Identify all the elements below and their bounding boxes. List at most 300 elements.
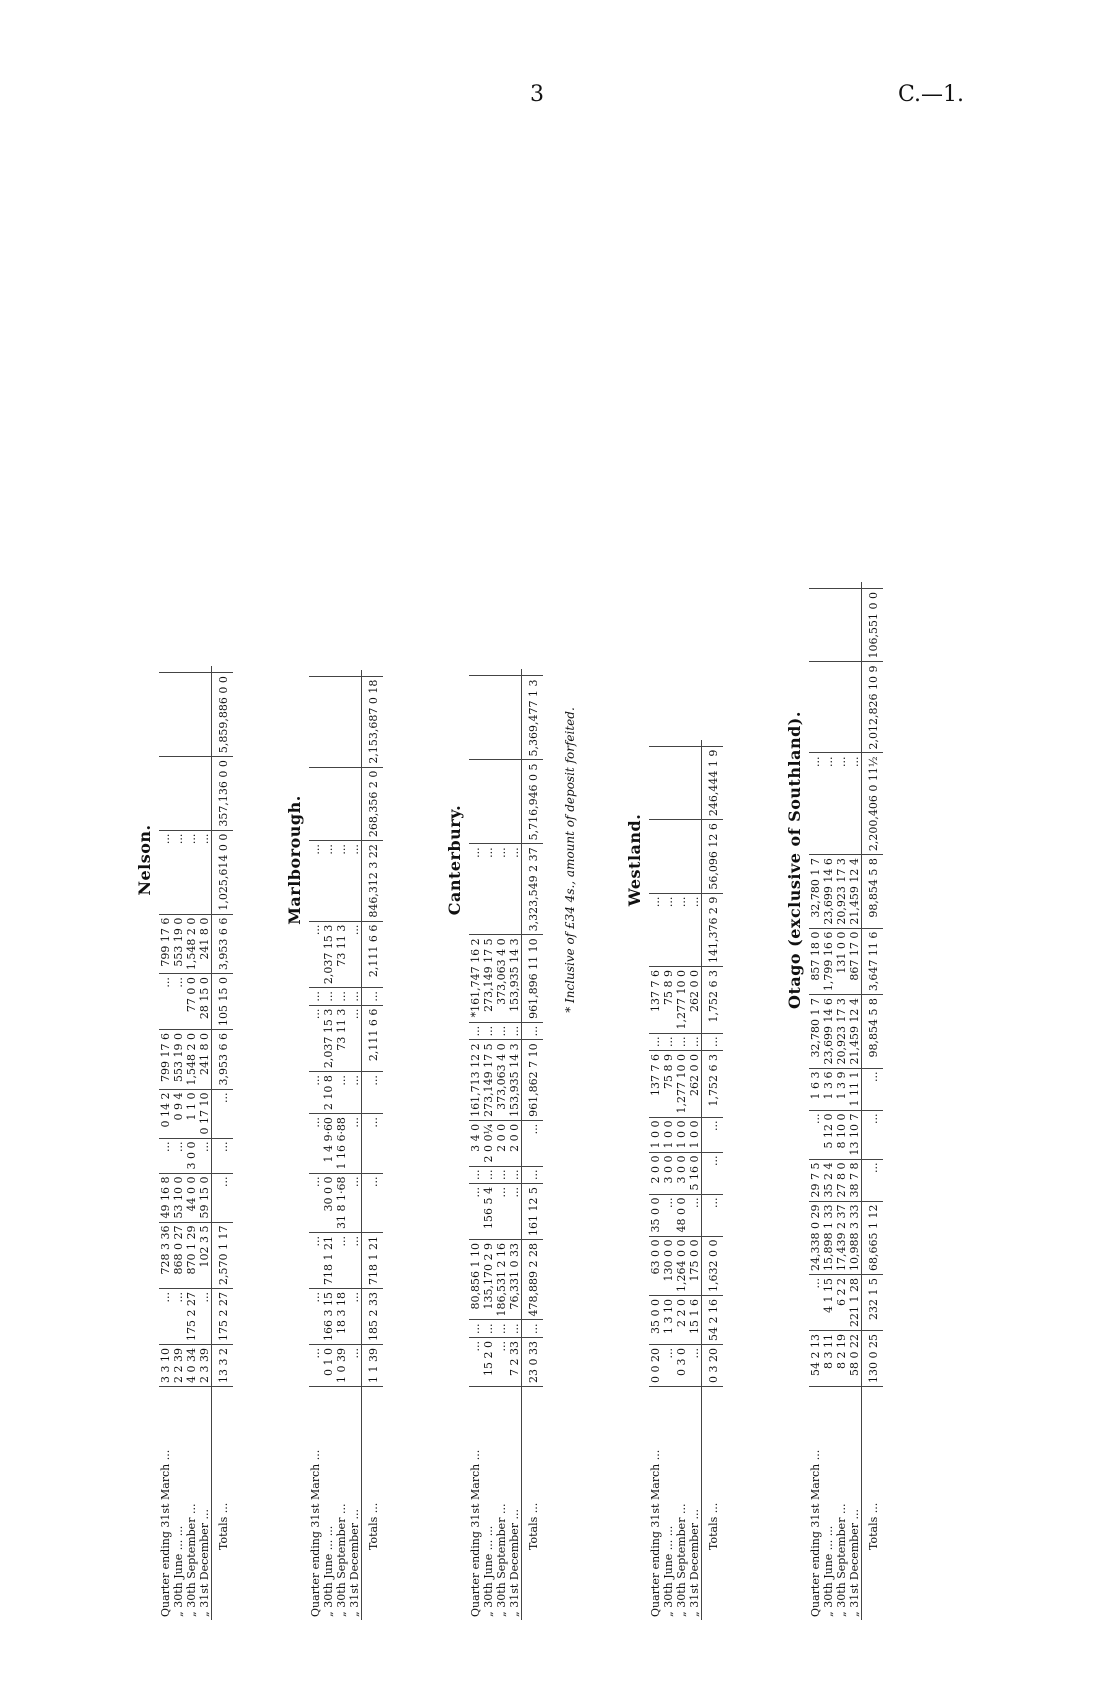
table-cell: 3,953 6 6 [212, 1030, 234, 1089]
row-label: „ 31st December ... [688, 1509, 701, 1617]
table-cell: 1 0 39 [335, 1345, 348, 1387]
table-cell: 2,153,687 0 18 [362, 676, 384, 767]
table-cell: 2 3 39 [198, 1345, 212, 1387]
table-cell: 28 15 0 [198, 974, 212, 1030]
table-cell: 137 7 6 [649, 967, 662, 1033]
row-label: „ 30th June ... ... [662, 1525, 675, 1617]
row-label: „ 30th September ... [495, 1503, 508, 1617]
table-cell: ... [335, 841, 348, 921]
table-cell: ... [495, 1338, 508, 1387]
table-cell: ... [688, 1194, 702, 1236]
table-cell: 175 2 27 [212, 1289, 234, 1345]
table-cell: ... [482, 1320, 495, 1338]
table-cell [335, 676, 348, 767]
table-cell [675, 746, 688, 819]
table-cell: ... [309, 1233, 322, 1289]
table-cell: ... [348, 921, 362, 987]
table-cell: 161 12 5 [522, 1184, 544, 1240]
table-cell: ... [309, 1289, 322, 1345]
table-row [495, 669, 508, 1620]
table-cell [649, 746, 662, 819]
table-cell: 54 2 16 [702, 1296, 724, 1345]
table-cell [508, 676, 522, 760]
table-cell: ... [522, 1320, 544, 1338]
table-cell: ... [662, 1033, 675, 1051]
table-cell: 799 17 6 [159, 1030, 172, 1089]
table-cell [172, 757, 185, 830]
table-cell: 3 4 0 [469, 1120, 482, 1166]
table-cell: 553 19 0 [172, 914, 185, 973]
row-label: „ 31st December ... [848, 1509, 861, 1617]
table-cell: 20,923 17 3 [835, 995, 848, 1068]
table-cell: ... [508, 1166, 522, 1184]
table-cell: 241 8 0 [198, 914, 212, 973]
table-cell: ... [522, 1120, 544, 1166]
table-cell: 175 2 27 [185, 1289, 198, 1345]
row-label: „ 30th September ... [675, 1503, 688, 1617]
table-cell: 135,170 2 9 [482, 1240, 495, 1320]
table-cell: ... [348, 1173, 362, 1232]
table-cell: 8 2 19 [835, 1331, 848, 1387]
table-row [172, 666, 185, 1620]
table-row [198, 666, 212, 1620]
table-cell: ... [702, 1194, 724, 1236]
table-cell: 156 5 4 [482, 1184, 495, 1240]
table-cell: 48 0 0 [675, 1194, 688, 1236]
table-cell: 2 2 39 [172, 1345, 185, 1387]
row-label: „ 30th September ... [835, 1503, 848, 1617]
region-title: Marlborough. [285, 795, 304, 925]
table-row [185, 666, 198, 1620]
table-cell: ... [322, 841, 335, 921]
table-row [809, 582, 822, 1620]
table-cell: ... [862, 1110, 884, 1159]
table-cell: 1,632 0 0 [702, 1236, 724, 1295]
row-label: Totals ... [862, 1387, 884, 1621]
table-row [508, 669, 522, 1620]
totals-row [862, 582, 884, 1620]
table-cell: 7 2 33 [508, 1338, 522, 1387]
row-label: Totals ... [362, 1387, 384, 1621]
table-cell: 2,111 6 6 [362, 1005, 384, 1071]
table-cell: ... [702, 1033, 724, 1051]
table-cell: 63 0 0 [649, 1236, 662, 1295]
table-cell: 75 8 9 [662, 1051, 675, 1117]
table-cell: 98,854 5 8 [862, 855, 884, 928]
table-cell: 868 0 27 [172, 1222, 185, 1288]
table-cell: 130 0 25 [862, 1331, 884, 1387]
table-cell: ... [862, 1159, 884, 1201]
totals-row [362, 670, 384, 1620]
table-cell: 3,647 11 6 [862, 928, 884, 994]
table-cell: ... [835, 753, 848, 855]
table-cell: ... [688, 1033, 702, 1051]
row-label: „ 30th June ... ... [822, 1525, 835, 1617]
table-cell [309, 670, 322, 677]
table-cell [848, 662, 862, 753]
table-cell: 5,716,946 0 5 [522, 760, 544, 844]
table-cell [212, 666, 234, 673]
table-cell: 137 7 6 [649, 1051, 662, 1117]
table-cell: ... [362, 1114, 384, 1173]
table-cell: ... [469, 1320, 482, 1338]
table-cell: 553 19 0 [172, 1030, 185, 1089]
table-cell: 18 3 18 [335, 1289, 348, 1345]
table-cell: 3 0 0 [662, 1152, 675, 1194]
row-label: „ 30th June ... ... [172, 1525, 185, 1617]
table-cell: 5 16 0 [688, 1152, 702, 1194]
table-cell [862, 582, 884, 589]
table-cell: ... [688, 1345, 702, 1387]
table-cell [649, 820, 662, 893]
table-cell [822, 662, 835, 753]
table-row [322, 670, 335, 1620]
table-cell: ... [309, 1072, 322, 1114]
table-cell [809, 662, 822, 753]
table-cell: 273,149 17 5 [482, 935, 495, 1022]
table-cell: 35 0 0 [649, 1194, 662, 1236]
table-cell: 961,896 11 10 [522, 935, 544, 1022]
table-cell: 728 3 36 [159, 1222, 172, 1288]
region-table [309, 670, 383, 1620]
table-cell: ... [348, 1289, 362, 1345]
table-cell [185, 757, 198, 830]
totals-row [702, 740, 724, 1620]
table-cell [508, 669, 522, 676]
table-cell: ... [469, 1022, 482, 1040]
table-cell [688, 746, 702, 819]
table-cell: ... [482, 1022, 495, 1040]
table-cell [688, 740, 702, 747]
row-label: „ 30th June ... ... [322, 1525, 335, 1617]
table-cell: 1 1 39 [362, 1345, 384, 1387]
table-row [335, 670, 348, 1620]
table-cell: ... [495, 1320, 508, 1338]
row-label: „ 30th September ... [185, 1503, 198, 1617]
table-cell: 141,376 2 9 [702, 893, 724, 966]
table-cell: ... [522, 1022, 544, 1040]
table-cell: ... [469, 1338, 482, 1387]
table-cell: 2 0 0¼ [482, 1120, 495, 1166]
table-cell: 44 0 0 [185, 1173, 198, 1222]
table-cell [185, 666, 198, 673]
table-cell: 1,277 10 0 [675, 1051, 688, 1117]
row-label: „ 31st December ... [198, 1509, 211, 1617]
table-cell: 32,780 1 7 [809, 995, 822, 1068]
table-cell: 718 1 21 [322, 1233, 335, 1289]
table-cell: 2,111 6 6 [362, 921, 384, 987]
table-cell: ... [469, 1166, 482, 1184]
table-cell: ... [348, 1114, 362, 1173]
table-cell: 153,935 14 3 [508, 1040, 522, 1120]
table-cell: 24,338 0 29 [809, 1201, 822, 1274]
table-cell: 30 0 0 [322, 1173, 335, 1232]
table-cell: 58 0 22 [848, 1331, 862, 1387]
row-label: Quarter ending 31st March ... [309, 1449, 322, 1617]
region-table [469, 669, 543, 1620]
table-cell: ... [172, 1138, 185, 1173]
table-cell: 2 10 8 [322, 1072, 335, 1114]
table-cell: 221 1 28 [848, 1275, 862, 1331]
table-cell: 1,277 10 0 [675, 967, 688, 1033]
table-cell: ... [508, 1022, 522, 1040]
table-cell [835, 582, 848, 589]
table-cell: ... [362, 1072, 384, 1114]
table-cell [662, 820, 675, 893]
table-cell [482, 676, 495, 760]
table-cell [322, 767, 335, 840]
table-cell: 130 0 0 [662, 1236, 675, 1295]
table-cell: 102 3 5 [198, 1222, 212, 1288]
table-cell: ... [309, 1005, 322, 1071]
table-cell: *161,747 16 2 [469, 935, 482, 1022]
table-cell: 2,037 15 3 [322, 1005, 335, 1071]
table-cell: ... [362, 988, 384, 1006]
table-cell: 5,369,477 1 3 [522, 676, 544, 760]
table-cell: 2,037 15 3 [322, 921, 335, 987]
table-cell: 23,699 14 6 [822, 855, 835, 928]
table-cell: ... [335, 1233, 348, 1289]
table-cell [675, 740, 688, 747]
table-cell: ... [469, 844, 482, 935]
table-cell: 246,444 1 9 [702, 746, 724, 819]
table-cell: ... [482, 844, 495, 935]
table-cell [172, 666, 185, 673]
table-cell: 5 12 0 [822, 1110, 835, 1159]
table-row [649, 740, 662, 1620]
table-cell: 0 3 0 [675, 1345, 688, 1387]
table-cell: 373,063 4 0 [495, 935, 508, 1022]
table-cell [495, 760, 508, 844]
table-cell: 1 4 9·60 [322, 1114, 335, 1173]
table-cell: ... [212, 1173, 234, 1222]
table-cell: ... [309, 1345, 322, 1387]
table-cell: 38 7 8 [848, 1159, 862, 1201]
row-label: Totals ... [212, 1387, 234, 1621]
table-cell [185, 673, 198, 757]
table-cell [835, 662, 848, 753]
table-cell: 186,531 2 16 [495, 1240, 508, 1320]
row-label: „ 30th June ... ... [482, 1525, 495, 1617]
table-cell [482, 669, 495, 676]
table-cell: 105 15 0 [212, 974, 234, 1030]
table-cell: ... [172, 830, 185, 914]
table-cell: 15 2 0 [482, 1338, 495, 1387]
totals-row [522, 669, 544, 1620]
table-cell: ... [362, 1173, 384, 1232]
region-table [809, 582, 883, 1620]
table-cell: 1,548 2 0 [185, 914, 198, 973]
table-cell: ... [212, 1089, 234, 1138]
table-cell: 1,025,614 0 0 [212, 830, 234, 914]
table-cell: 166 3 15 [322, 1289, 335, 1345]
table-cell: 846,312 3 22 [362, 841, 384, 921]
table-cell: 31 8 1·68 [335, 1173, 348, 1232]
table-cell [322, 676, 335, 767]
table-cell [822, 582, 835, 589]
table-cell [159, 666, 172, 673]
table-cell: 13 10 7 [848, 1110, 862, 1159]
row-label: Totals ... [702, 1387, 724, 1621]
table-cell: ... [675, 893, 688, 966]
table-cell: 799 17 6 [159, 914, 172, 973]
table-cell [335, 670, 348, 677]
table-cell [335, 767, 348, 840]
table-cell: ... [508, 1184, 522, 1240]
table-cell: ... [348, 1233, 362, 1289]
table-cell: 21,459 12 4 [848, 855, 862, 928]
table-cell: 5,859,886 0 0 [212, 673, 234, 757]
table-cell: 106,551 0 0 [862, 588, 884, 661]
table-cell: 4 0 34 [185, 1345, 198, 1387]
table-row [848, 582, 862, 1620]
table-cell: ... [495, 844, 508, 935]
table-cell: 17,439 2 37 [835, 1201, 848, 1274]
table-cell: ... [662, 1194, 675, 1236]
table-cell: 15,898 1 33 [822, 1201, 835, 1274]
table-cell: ... [159, 1138, 172, 1173]
region-title: Westland. [625, 813, 644, 907]
table-cell [675, 820, 688, 893]
region-table [159, 666, 233, 1620]
table-cell: 23,699 14 6 [822, 995, 835, 1068]
table-cell: ... [495, 1166, 508, 1184]
row-label: „ 30th September ... [335, 1503, 348, 1617]
table-cell: 56,096 12 6 [702, 820, 724, 893]
table-cell [469, 676, 482, 760]
row-label: Quarter ending 31st March ... [469, 1449, 482, 1617]
table-cell: 2 0 0 [495, 1120, 508, 1166]
table-cell: ... [159, 974, 172, 1030]
table-cell [362, 670, 384, 677]
row-label: Quarter ending 31st March ... [809, 1449, 822, 1617]
table-cell: ... [335, 1072, 348, 1114]
table-cell: ... [198, 830, 212, 914]
table-cell: 961,862 7 10 [522, 1040, 544, 1120]
table-cell: 161,713 12 2 [469, 1040, 482, 1120]
table-cell: ... [822, 753, 835, 855]
table-cell: ... [662, 893, 675, 966]
table-row [469, 669, 482, 1620]
totals-row [212, 666, 234, 1620]
table-cell: 23 0 33 [522, 1338, 544, 1387]
table-cell [822, 588, 835, 661]
table-cell [198, 757, 212, 830]
table-cell: 241 8 0 [198, 1030, 212, 1089]
table-cell: 68,665 1 12 [862, 1201, 884, 1274]
table-cell: 262 0 0 [688, 1051, 702, 1117]
table-row [662, 740, 675, 1620]
table-cell: 185 2 33 [362, 1289, 384, 1345]
table-cell [309, 767, 322, 840]
row-label: Totals ... [522, 1387, 544, 1621]
table-cell: ... [495, 1184, 508, 1240]
table-cell: ... [309, 921, 322, 987]
table-cell: 1 3 10 [662, 1296, 675, 1345]
table-cell: ... [322, 988, 335, 1006]
table-cell: 27 8 0 [835, 1159, 848, 1201]
table-cell: 4 1 15 [822, 1275, 835, 1331]
table-cell: 2 0 0 [508, 1120, 522, 1166]
table-row [348, 670, 362, 1620]
table-cell: ... [508, 1320, 522, 1338]
table-cell [662, 746, 675, 819]
table-cell: 1 0 0 [688, 1117, 702, 1152]
table-cell: ... [862, 1068, 884, 1110]
table-cell [322, 670, 335, 677]
table-row [675, 740, 688, 1620]
table-cell: 3,953 6 6 [212, 914, 234, 973]
table-cell: 3,323,549 2 37 [522, 844, 544, 935]
table-cell: 1 1 0 [185, 1089, 198, 1138]
table-cell [198, 666, 212, 673]
table-cell: 29 7 5 [809, 1159, 822, 1201]
table-cell: ... [809, 1110, 822, 1159]
table-cell [702, 740, 724, 747]
table-cell: 54 2 13 [809, 1331, 822, 1387]
table-cell: ... [809, 753, 822, 855]
table-cell: 0 9 4 [172, 1089, 185, 1138]
table-cell [495, 676, 508, 760]
table-cell: 2 2 0 [675, 1296, 688, 1345]
table-cell [848, 582, 862, 589]
table-cell: 59 15 0 [198, 1173, 212, 1222]
table-cell [469, 760, 482, 844]
table-cell: ... [335, 988, 348, 1006]
table-cell: 75 8 9 [662, 967, 675, 1033]
table-cell: ... [809, 1275, 822, 1331]
table-cell: 21,459 12 4 [848, 995, 862, 1068]
table-cell: 1 6 3 [809, 1068, 822, 1110]
table-cell: 1 0 0 [675, 1117, 688, 1152]
table-cell: 1,264 0 0 [675, 1236, 688, 1295]
table-cell [469, 669, 482, 676]
table-cell [172, 673, 185, 757]
table-cell: 373,063 4 0 [495, 1040, 508, 1120]
table-cell: ... [702, 1152, 724, 1194]
table-cell: ... [688, 893, 702, 966]
table-cell: 0 0 20 [649, 1345, 662, 1387]
page-code: C.—1. [898, 82, 965, 107]
page-number: 3 [530, 82, 544, 107]
table-cell [348, 767, 362, 840]
row-label: Quarter ending 31st March ... [159, 1449, 172, 1617]
table-cell [508, 760, 522, 844]
table-cell: 3 3 10 [159, 1345, 172, 1387]
table-cell: 15 1 6 [688, 1296, 702, 1345]
table-cell: 73 11 3 [335, 1005, 348, 1071]
region-title: Otago (exclusive of Southland). [785, 711, 804, 1009]
region-table [649, 740, 723, 1620]
table-cell: ... [348, 841, 362, 921]
table-cell [649, 740, 662, 747]
table-cell: 3 0 0 [675, 1152, 688, 1194]
row-label: Quarter ending 31st March ... [649, 1449, 662, 1617]
table-cell: 131 0 0 [835, 928, 848, 994]
table-cell: ... [702, 1117, 724, 1152]
region-title: Canterbury. [445, 804, 464, 916]
table-cell: ... [348, 1005, 362, 1071]
table-cell: 1 3 9 [835, 1068, 848, 1110]
table-cell: 1,548 2 0 [185, 1030, 198, 1089]
table-cell: 2 0 0 [649, 1152, 662, 1194]
table-cell: 175 0 0 [688, 1236, 702, 1295]
table-cell: 268,356 2 0 [362, 767, 384, 840]
table-cell [198, 673, 212, 757]
table-row [688, 740, 702, 1620]
table-cell: 718 1 21 [362, 1233, 384, 1289]
table-cell: 76,331 0 33 [508, 1240, 522, 1320]
